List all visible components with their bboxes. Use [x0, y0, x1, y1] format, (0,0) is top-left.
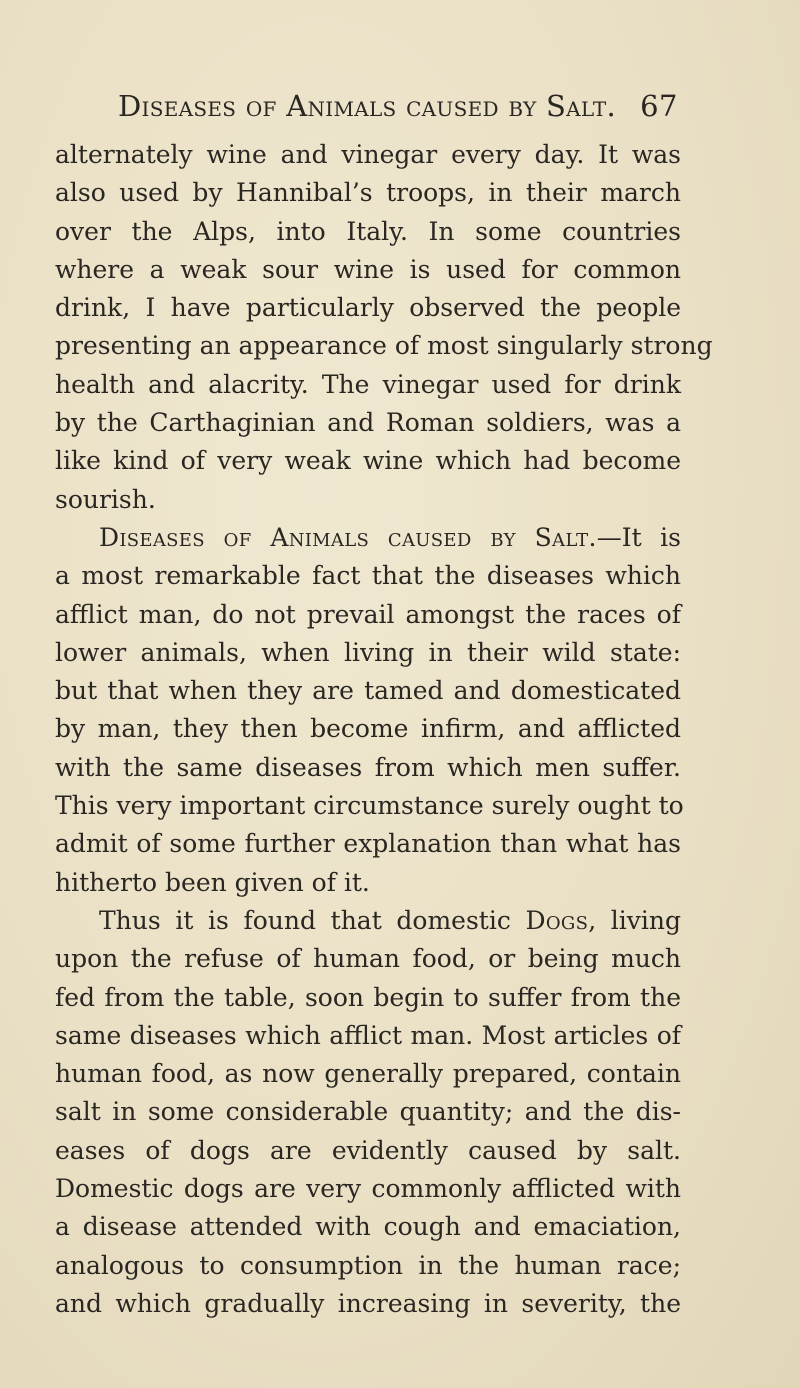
text-line: salt in some considerable quantity; and the dis- — [55, 1097, 681, 1127]
text-line — [55, 902, 681, 940]
text-line: also used by Hannibal’s troops, in their march — [55, 178, 681, 208]
paragraph — [55, 519, 684, 902]
text-line: like kind of very weak wine which had become — [55, 446, 681, 476]
page-number: 67 — [640, 89, 678, 123]
text-line: Domestic dogs are very commonly afflicted with — [55, 1174, 681, 1204]
text-line: over the Alps, into Italy. In some countries — [55, 216, 681, 246]
text-line: by the Carthaginian and Roman soldiers, was a — [55, 408, 681, 438]
text-line: lower animals, when living in their wild state: — [55, 637, 681, 667]
text-line: with the same diseases from which men suffer. — [55, 752, 681, 782]
text-line: hitherto been given of it. — [55, 867, 370, 897]
text-run: —It is — [596, 522, 681, 552]
small-caps-word: Dogs — [525, 905, 589, 935]
body-text — [55, 136, 713, 1323]
text-line: upon the refuse of human food, or being much — [55, 944, 681, 974]
running-title: Diseases of Animals caused by Salt. — [118, 89, 617, 123]
text-line: health and alacrity. The vinegar used for drink — [55, 369, 681, 399]
section-heading: Diseases of Animals caused by Salt. — [99, 522, 597, 552]
text-line: and which gradually increasing in severity, the — [55, 1288, 681, 1318]
text-line: afflict man, do not prevail amongst the races of — [55, 599, 681, 629]
text-line: a most remarkable fact that the diseases which — [55, 561, 681, 591]
text-run: Thus it is found that domestic — [99, 905, 511, 935]
text-line: This very important circumstance surely ought to — [55, 791, 684, 821]
text-line: analogous to consumption in the human race; — [55, 1250, 681, 1280]
text-line: human food, as now generally prepared, contain — [55, 1059, 681, 1089]
paragraph — [55, 902, 681, 1323]
text-line: eases of dogs are evidently caused by salt. — [55, 1135, 681, 1165]
paragraph — [55, 136, 713, 519]
text-line: fed from the table, soon begin to suffer from the — [55, 982, 681, 1012]
text-line: where a weak sour wine is used for common — [55, 254, 681, 284]
text-line: presenting an appearance of most singularly strong — [55, 331, 713, 361]
text-line: sourish. — [55, 484, 156, 514]
text-run: , living — [588, 905, 682, 935]
text-line: same diseases which afflict man. Most articles of — [55, 1020, 681, 1050]
text-line: a disease attended with cough and emaciation, — [55, 1212, 681, 1242]
text-line: but that when they are tamed and domesticated — [55, 676, 681, 706]
text-line: by man, they then become infirm, and afflicted — [55, 714, 681, 744]
text-line: drink, I have particularly observed the people — [55, 293, 681, 323]
text-line: admit of some further explanation than what has — [55, 829, 681, 859]
section-heading-line — [55, 519, 681, 557]
text-line: alternately wine and vinegar every day. It was — [55, 140, 681, 169]
running-head — [118, 86, 678, 126]
